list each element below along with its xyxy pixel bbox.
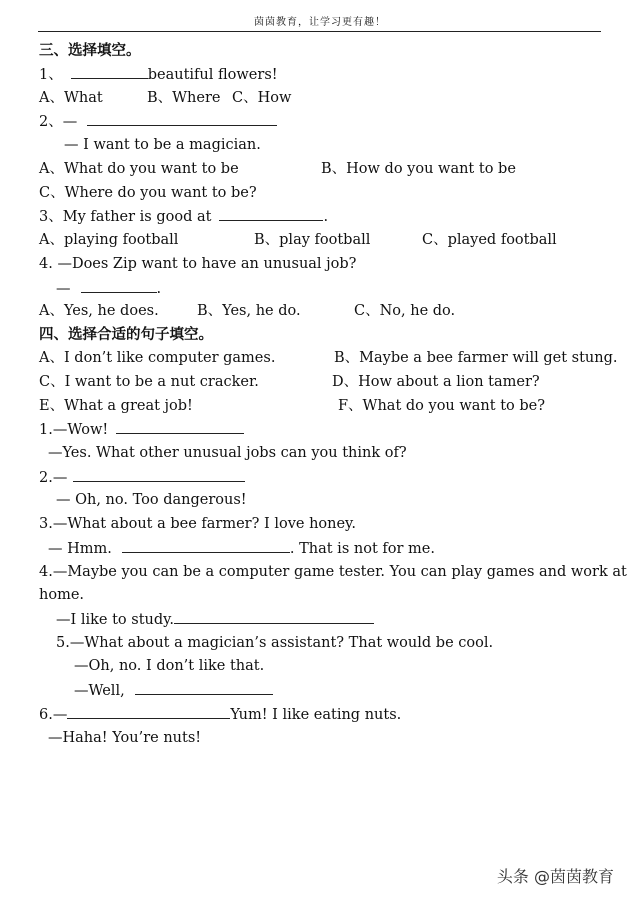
q1-blank[interactable] — [71, 63, 148, 79]
q2-option-c: C、Where do you want to be? — [39, 185, 257, 201]
s4-option-d: D、How about a lion tamer? — [332, 374, 540, 390]
d1-blank[interactable] — [116, 418, 244, 434]
d2-line-b: — Oh, no. Too dangerous! — [56, 492, 247, 508]
q1-option-a: A、What — [39, 90, 103, 106]
q3-option-a: A、playing football — [39, 232, 179, 248]
section4-title: 四、选择合适的句子填空。 — [39, 326, 213, 343]
d1-line-a — [39, 418, 244, 440]
q2-option-b: B、How do you want to be — [321, 161, 516, 177]
q2-num: 2、— — [39, 114, 78, 130]
d5-line-c — [74, 679, 273, 701]
q3-end: . — [323, 209, 329, 225]
d6-a1-text: 6.— — [39, 707, 68, 723]
d1-line-b: —Yes. What other unusual jobs can you think of? — [48, 445, 407, 461]
q1 — [39, 63, 278, 85]
s4-option-b: B、Maybe a bee farmer will get stung. — [334, 350, 618, 366]
d3-b1-text: — Hmm. — [48, 541, 112, 557]
d6-blank[interactable] — [67, 703, 230, 719]
q1-option-c: C、How — [232, 90, 292, 106]
q4: 4. —Does Zip want to have an unusual job? — [39, 256, 357, 272]
q2-blank[interactable] — [87, 110, 277, 126]
d4-line-a1: 4.—Maybe you can be a computer game tester. You can play games and work at — [39, 564, 627, 580]
d3-line-a: 3.—What about a bee farmer? I love honey. — [39, 516, 356, 532]
page-header: 茵茵教育，让学习更有趣！ — [254, 17, 386, 28]
d2-line-a — [39, 466, 245, 488]
d6-line-a — [39, 703, 401, 725]
s4-option-f: F、What do you want to be? — [338, 398, 546, 414]
q3-option-b: B、play football — [254, 232, 371, 248]
q3 — [39, 205, 328, 227]
q2 — [39, 110, 277, 132]
q2-reply: — I want to be a magician. — [64, 137, 261, 153]
d5-blank[interactable] — [135, 679, 273, 695]
q3-text: 3、My father is good at — [39, 209, 212, 225]
d5-line-a: 5.—What about a magician’s assistant? That would be cool. — [56, 635, 494, 651]
watermark: 头条 @茵茵教育 — [496, 867, 614, 886]
q1-text: beautiful flowers! — [147, 67, 278, 83]
d3-blank[interactable] — [122, 537, 290, 553]
q3-blank[interactable] — [219, 205, 323, 221]
q4-end: . — [156, 281, 162, 297]
q3-option-c: C、played football — [422, 232, 557, 248]
q4-option-a: A、Yes, he does. — [39, 303, 159, 319]
d3-b2-text: . That is not for me. — [289, 541, 435, 557]
q2-option-a: A、What do you want to be — [39, 161, 239, 177]
s4-option-c: C、I want to be a nut cracker. — [39, 374, 259, 390]
d4-b-text: —I like to study. — [56, 612, 175, 628]
s4-option-e: E、What a great job! — [39, 398, 193, 414]
d6-line-b: —Haha! You’re nuts! — [48, 730, 202, 746]
header-divider — [38, 31, 601, 32]
q4-option-b: B、Yes, he do. — [197, 303, 301, 319]
q1-option-b: B、Where — [147, 90, 221, 106]
q4-reply — [56, 277, 161, 299]
section3-title: 三、选择填空。 — [39, 42, 141, 59]
d1-a-text: 1.—Wow! — [39, 422, 109, 438]
d4-blank[interactable] — [174, 608, 374, 624]
q4-blank[interactable] — [81, 277, 157, 293]
q4-dash: — — [56, 281, 71, 297]
d4-line-b — [56, 608, 374, 630]
s4-option-a: A、I don’t like computer games. — [39, 350, 276, 366]
d2-a-text: 2.— — [39, 470, 68, 486]
q4-option-c: C、No, he do. — [354, 303, 456, 319]
d6-a2-text: Yum! I like eating nuts. — [230, 707, 402, 723]
q1-num: 1、 — [39, 67, 63, 83]
d5-line-b: —Oh, no. I don’t like that. — [74, 658, 265, 674]
d5-c-text: —Well, — [74, 683, 125, 699]
d3-line-b — [48, 537, 435, 559]
d4-line-a2: home. — [39, 587, 85, 603]
d2-blank[interactable] — [73, 466, 245, 482]
